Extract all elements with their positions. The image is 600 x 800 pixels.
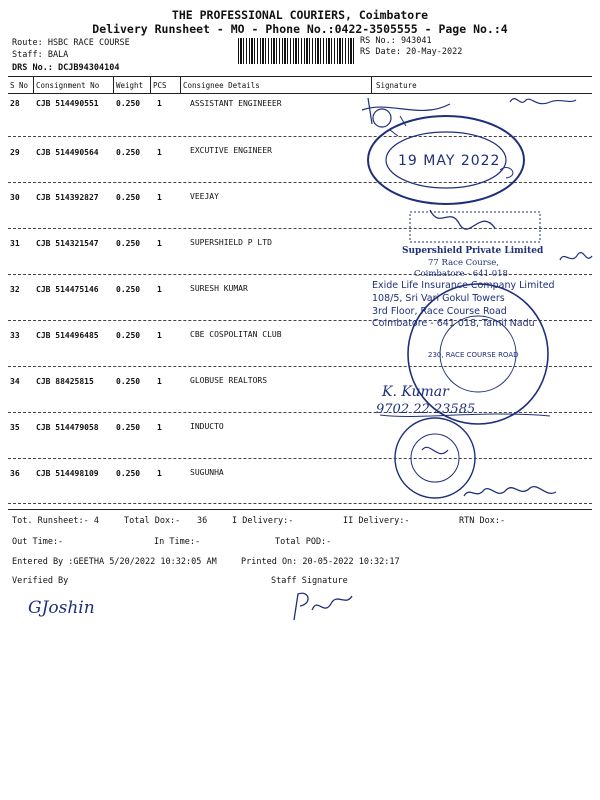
date-stamp: 19 MAY 2022 (398, 153, 501, 169)
signature-stroke (510, 99, 576, 104)
row-consignee: CBE COSPOLITAN CLUB (190, 330, 282, 339)
row-pcs: 1 (157, 239, 162, 248)
company-title: THE PROFESSIONAL COURIERS, Coimbatore (171, 8, 429, 22)
row-pcs: 1 (157, 423, 162, 432)
inducto-stamp-outer (395, 418, 475, 498)
verifier-signature: GJoshin (28, 598, 95, 618)
col-header-consignee: Consignee Details (183, 81, 260, 90)
supershield-name: Supershield Private Limited (402, 246, 544, 256)
printed-on: Printed On: 20-05-2022 10:32:17 (241, 557, 400, 567)
row-consignee: EXCUTIVE ENGINEER (190, 146, 272, 155)
col-divider (113, 76, 114, 93)
signature-stroke (464, 487, 556, 496)
row-pcs: 1 (157, 377, 162, 386)
row-consignee: GLOBUSE REALTORS (190, 376, 268, 385)
runsheet-subtitle: Delivery Runsheet - MO - Phone No.:0422-3505555 - Page No.:4 (92, 22, 508, 36)
col-header-weight: Weight (116, 81, 144, 90)
col-header-pcs: PCS (153, 81, 167, 90)
total-runsheet: Tot. Runsheet:- 4 (12, 516, 99, 526)
i-delivery: I Delivery:- (232, 516, 294, 526)
col-divider (150, 76, 151, 93)
entered-by: Entered By :GEETHA 5/20/2022 10:32:05 AM (12, 557, 217, 567)
col-divider (33, 76, 34, 93)
row-consignee: SURESH KUMAR (190, 284, 248, 293)
rs-number: RS No.: 943041 (360, 36, 432, 46)
row-consignment-no: CJB 88425815 (36, 377, 94, 386)
row-pcs: 1 (157, 193, 162, 202)
row-consignment-no: CJB 514490551 (36, 99, 99, 108)
club-stamp-text: 230, RACE COURSE ROAD (428, 351, 519, 359)
verified-by-label: Verified By (12, 576, 69, 586)
row-sno: 35 (10, 423, 20, 432)
row-consignment-no: CJB 514498109 (36, 469, 99, 478)
inducto-stamp-inner (411, 434, 459, 482)
row-sno: 36 (10, 469, 20, 478)
row-pcs: 1 (157, 99, 162, 108)
row-pcs: 1 (157, 469, 162, 478)
row-pcs: 1 (157, 285, 162, 294)
row-consignment-no: CJB 514479058 (36, 423, 99, 432)
staff-signature-mark (288, 588, 358, 628)
exide-addr2: 3rd Floor, Race Course Road (372, 306, 507, 317)
row-consignee: VEEJAY (190, 192, 219, 201)
col-header-consignment: Consignment No (36, 81, 100, 90)
supershield-seal (410, 212, 540, 242)
signature-stroke (500, 168, 513, 178)
row-weight: 0.250 (116, 239, 141, 248)
row-34-signature-phone: 9702 22 23585 (376, 402, 476, 417)
exide-addr3: Coimbatore - 641 018, Tamil Nadu (372, 318, 535, 329)
row-sno: 29 (10, 148, 20, 157)
stamp-mark (373, 109, 391, 127)
row-consignment-no: CJB 514496485 (36, 331, 99, 340)
row-sno: 30 (10, 193, 20, 202)
row-weight: 0.250 (116, 377, 141, 386)
row-sno: 32 (10, 285, 20, 294)
rtn-dox: RTN Dox:- (459, 516, 506, 526)
row-weight: 0.250 (116, 331, 141, 340)
row-pcs: 1 (157, 331, 162, 340)
route-label: Route: HSBC RACE COURSE (12, 38, 130, 48)
row-weight: 0.250 (116, 285, 141, 294)
exide-name: Exide Life Insurance Company Limited (372, 280, 555, 291)
total-dox-label: Total Dox:- (124, 516, 181, 526)
row-weight: 0.250 (116, 469, 141, 478)
signature-stroke (430, 210, 495, 229)
col-header-signature: Signature (376, 81, 417, 90)
row-sno: 28 (10, 99, 20, 108)
row-34-signature-name: K. Kumar (382, 384, 449, 400)
signature-stroke (362, 98, 450, 124)
row-consignee: INDUCTO (190, 422, 224, 431)
ii-delivery: II Delivery:- (343, 516, 410, 526)
row-consignee: ASSISTANT ENGINEEER (190, 99, 282, 108)
row-consignment-no: CJB 514490564 (36, 148, 99, 157)
row-weight: 0.250 (116, 193, 141, 202)
rs-date: RS Date: 20-May-2022 (360, 47, 463, 57)
supershield-addr1: 77 Race Course, (428, 258, 499, 268)
in-time: In Time:- (154, 537, 201, 547)
row-consignment-no: CJB 514475146 (36, 285, 99, 294)
staff-label: Staff: BALA (12, 50, 69, 60)
row-consignment-no: CJB 514321547 (36, 239, 99, 248)
signature-stroke (560, 253, 592, 260)
row-consignment-no: CJB 514392827 (36, 193, 99, 202)
row-sno: 31 (10, 239, 20, 248)
row-weight: 0.250 (116, 99, 141, 108)
total-pod: Total POD:- (275, 537, 332, 547)
table-top-rule (8, 76, 592, 77)
barcode-icon (238, 38, 354, 64)
row-pcs: 1 (157, 148, 162, 157)
row-sno: 33 (10, 331, 20, 340)
row-consignee: SUPERSHIELD P LTD (190, 238, 272, 247)
signature-stroke (422, 447, 448, 453)
row-sno: 34 (10, 377, 20, 386)
row-consignee: SUGUNHA (190, 468, 224, 477)
out-time: Out Time:- (12, 537, 64, 547)
total-dox-value: 36 (197, 516, 208, 526)
signature-stroke (294, 593, 352, 620)
supershield-addr2: Coimbatore - 641 018 (414, 269, 508, 279)
col-header-sno: S No (10, 81, 29, 90)
col-divider (180, 76, 181, 93)
row-weight: 0.250 (116, 148, 141, 157)
exide-addr1: 108/5, Sri Vari Gokul Towers (372, 293, 505, 304)
drs-number: DRS No.: DCJB94304104 (12, 63, 120, 73)
staff-signature-label: Staff Signature (271, 576, 348, 586)
row-weight: 0.250 (116, 423, 141, 432)
